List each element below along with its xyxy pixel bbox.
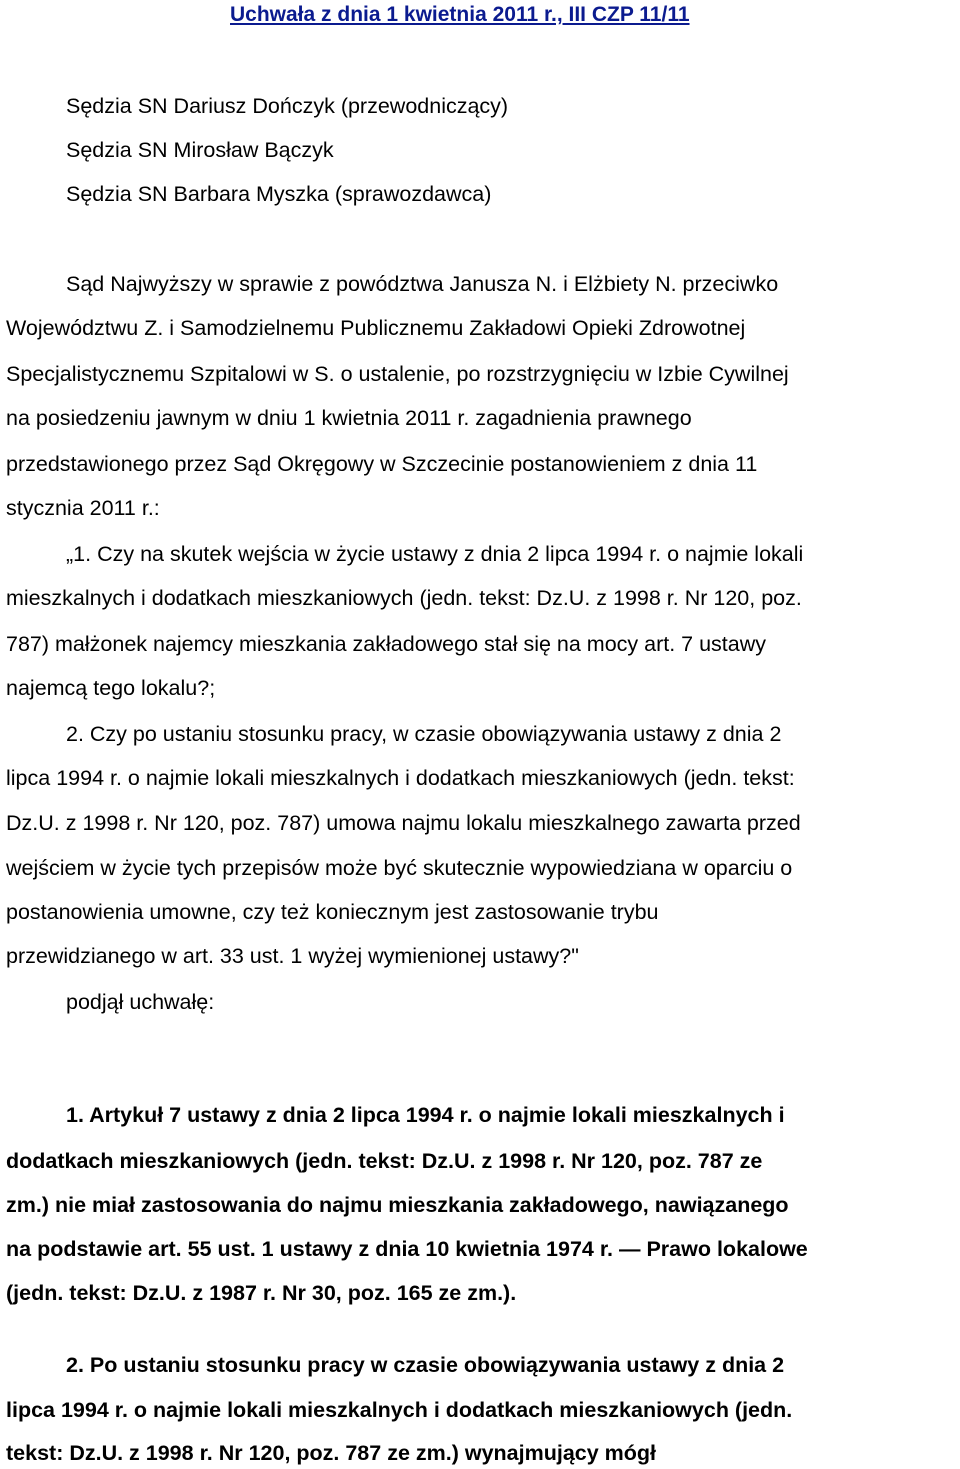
resolution-line: zm.) nie miał zastosowania do najmu mieszkania zakładowego, nawiązanego [6, 1193, 789, 1217]
judge-line: Sędzia SN Dariusz Dończyk (przewodniczący) [66, 94, 509, 118]
judge-line: Sędzia SN Mirosław Bączyk [66, 138, 334, 162]
intro-line: Województwu Z. i Samodzielnemu Publicznemu Zakładowi Opieki Zdrowotnej [6, 316, 746, 340]
resolution-line: tekst: Dz.U. z 1998 r. Nr 120, poz. 787 ze zm.) wynajmujący mógł [6, 1441, 657, 1465]
intro-line: na posiedzeniu jawnym w dniu 1 kwietnia 2011 r. zagadnienia prawnego [6, 406, 692, 430]
resolution-line: na podstawie art. 55 ust. 1 ustawy z dnia 10 kwietnia 1974 r. — Prawo lokalowe [6, 1237, 808, 1261]
intro-line: Sąd Najwyższy w sprawie z powództwa Janusza N. i Elżbiety N. przeciwko [66, 272, 779, 296]
intro-line: stycznia 2011 r.: [6, 496, 160, 520]
intro-line: Specjalistycznemu Szpitalowi w S. o ustalenie, po rozstrzygnięciu w Izbie Cywilnej [6, 362, 789, 386]
resolution-line: 1. Artykuł 7 ustawy z dnia 2 lipca 1994 r. o najmie lokali mieszkalnych i [66, 1103, 785, 1127]
resolution-line: dodatkach mieszkaniowych (jedn. tekst: Dz.U. z 1998 r. Nr 120, poz. 787 ze [6, 1149, 763, 1173]
question-line: Dz.U. z 1998 r. Nr 120, poz. 787) umowa najmu lokalu mieszkalnego zawarta przed [6, 811, 801, 835]
judge-line: Sędzia SN Barbara Myszka (sprawozdawca) [66, 182, 492, 206]
intro-line: przedstawionego przez Sąd Okręgowy w Szczecinie postanowieniem z dnia 11 [6, 452, 758, 476]
document-title: Uchwała z dnia 1 kwietnia 2011 r., III CZP 11/11 [230, 3, 690, 26]
question-line: mieszkalnych i dodatkach mieszkaniowych (jedn. tekst: Dz.U. z 1998 r. Nr 120, poz. [6, 586, 802, 610]
resolution-intro: podjął uchwałę: [66, 990, 215, 1014]
question-line: najemcą tego lokalu?; [6, 676, 216, 700]
resolution-line: (jedn. tekst: Dz.U. z 1987 r. Nr 30, poz. 165 ze zm.). [6, 1281, 517, 1305]
question-line: lipca 1994 r. o najmie lokali mieszkalnych i dodatkach mieszkaniowych (jedn. tekst: [6, 766, 795, 790]
resolution-line: lipca 1994 r. o najmie lokali mieszkalnych i dodatkach mieszkaniowych (jedn. [6, 1398, 793, 1422]
question-line: przewidzianego w art. 33 ust. 1 wyżej wymienionej ustawy?" [6, 944, 579, 968]
question-line: „1. Czy na skutek wejścia w życie ustawy z dnia 2 lipca 1994 r. o najmie lokali [66, 542, 804, 566]
question-line: 2. Czy po ustaniu stosunku pracy, w czasie obowiązywania ustawy z dnia 2 [66, 722, 782, 746]
question-line: wejściem w życie tych przepisów może być skutecznie wypowiedziana w oparciu o [6, 856, 793, 880]
question-line: postanowienia umowne, czy też koniecznym jest zastosowanie trybu [6, 900, 659, 924]
question-line: 787) małżonek najemcy mieszkania zakładowego stał się na mocy art. 7 ustawy [6, 632, 767, 656]
resolution-line: 2. Po ustaniu stosunku pracy w czasie obowiązywania ustawy z dnia 2 [66, 1353, 785, 1377]
